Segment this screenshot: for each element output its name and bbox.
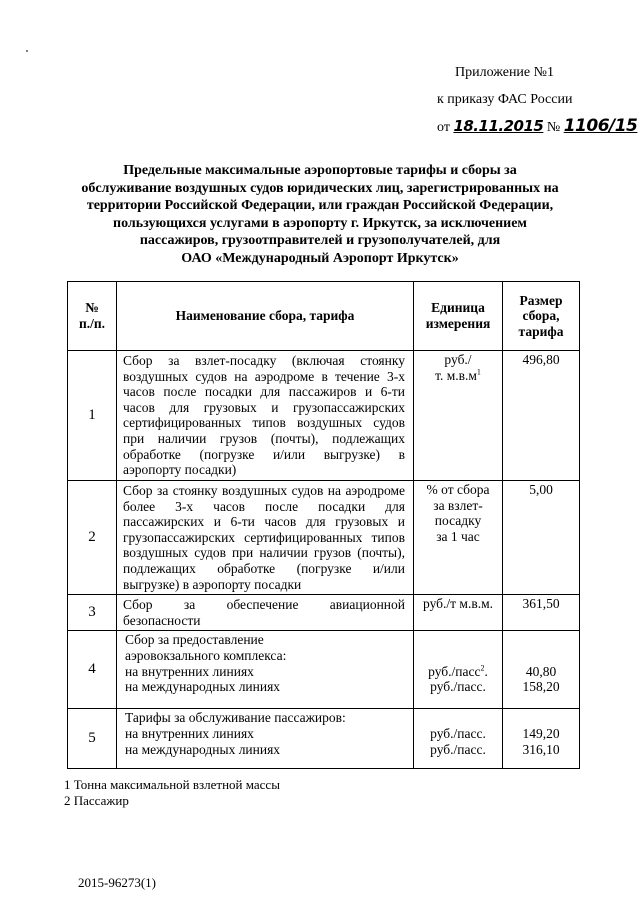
row-number: 2 — [68, 481, 117, 595]
fee-unit: % от сбора за взлет- посадку за 1 час — [414, 481, 503, 595]
title-line: ОАО «Международный Аэропорт Иркутск» — [181, 250, 459, 266]
fee-unit: руб./пасс$^2$. руб./пасс. — [414, 631, 503, 709]
table-row — [68, 631, 580, 709]
row-number: 3 — [68, 595, 117, 631]
footnote: 2 Пассажир — [64, 793, 129, 808]
fee-unit: руб./пасс. руб./пасс. — [414, 709, 503, 769]
document-title — [40, 162, 600, 267]
scan-speck — [26, 50, 28, 52]
handwritten-number: 1106/15 — [563, 116, 638, 136]
table-header-row — [68, 282, 580, 351]
fee-value: 361,50 — [503, 595, 580, 631]
fee-unit: руб./т м.в.м. — [414, 595, 503, 631]
fee-name: Сбор за предоставление аэровокзального комплекса: на внутренних линиях на международных линиях — [117, 631, 414, 709]
fee-name: Сбор за взлет-посадку (включая стоянку воздушных судов на аэродроме в течение 3-х часов после посадки для пассажиров и 6-ти часов для грузовых и грузопассажирских сертифицированных типов воздушных судов при наличии грузов (почты), подлежащих обработке (погрузке и/или выгрузке) в аэропорту посадки) — [117, 351, 414, 481]
row-number: 4 — [68, 631, 117, 709]
table-row — [68, 351, 580, 481]
tariff-table — [67, 281, 580, 769]
fee-name: Сбор за стоянку воздушных судов на аэродроме более 3-х часов после посадки для пассажирских и 6-ти часов для грузовых и грузопассажирских сертифицированных типов воздушных судов при наличии грузов (почты), подлежащих обработке (погрузке и/или выгрузке) в аэропорту посадки — [117, 481, 414, 595]
row-number: 5 — [68, 709, 117, 769]
order-date-line — [437, 118, 637, 136]
header-unit: Единица измерения — [414, 282, 503, 351]
table-row — [68, 709, 580, 769]
number-prefix: № — [546, 120, 561, 135]
title-line: пользующихся услугами в аэропорту г. Иркутск, за исключением — [113, 215, 527, 231]
fee-value: 5,00 — [503, 481, 580, 595]
footnote: 1 Тонна максимальной взлетной массы — [64, 777, 280, 792]
title-line: обслуживание воздушных судов юридических лиц, зарегистрированных на — [81, 180, 559, 196]
title-line: территории Российской Федерации, или граждан Российской Федерации, — [86, 198, 554, 213]
table-row — [68, 481, 580, 595]
title-line: пассажиров, грузоотправителей и грузополучателей, для — [139, 233, 501, 248]
fee-value: 496,80 — [503, 351, 580, 481]
handwritten-date: 18.11.2015 — [453, 117, 544, 135]
table-row — [68, 595, 580, 631]
title-line: Предельные максимальные аэропортовые тарифы и сборы за — [123, 163, 517, 178]
fee-value: 40,80 158,20 — [503, 631, 580, 709]
header-rate: Размер сбора, тарифа — [503, 282, 580, 351]
fee-name: Сбор за обеспечение авиационной безопасности — [117, 595, 414, 631]
header-name: Наименование сбора, тарифа — [117, 282, 414, 351]
row-number: 1 — [68, 351, 117, 481]
document-id: 2015-96273(1) — [78, 875, 156, 890]
date-prefix: от — [437, 120, 450, 135]
fee-unit: руб./ т. $м.в.м^1$ — [414, 351, 503, 481]
order-reference: к приказу ФАС России — [437, 92, 573, 107]
fee-name: Тарифы за обслуживание пассажиров: на внутренних линиях на международных линиях — [117, 709, 414, 769]
fee-value: 149,20 316,10 — [503, 709, 580, 769]
appendix-label: Приложение №1 — [455, 65, 554, 80]
header-num: № п./п. — [68, 282, 117, 351]
